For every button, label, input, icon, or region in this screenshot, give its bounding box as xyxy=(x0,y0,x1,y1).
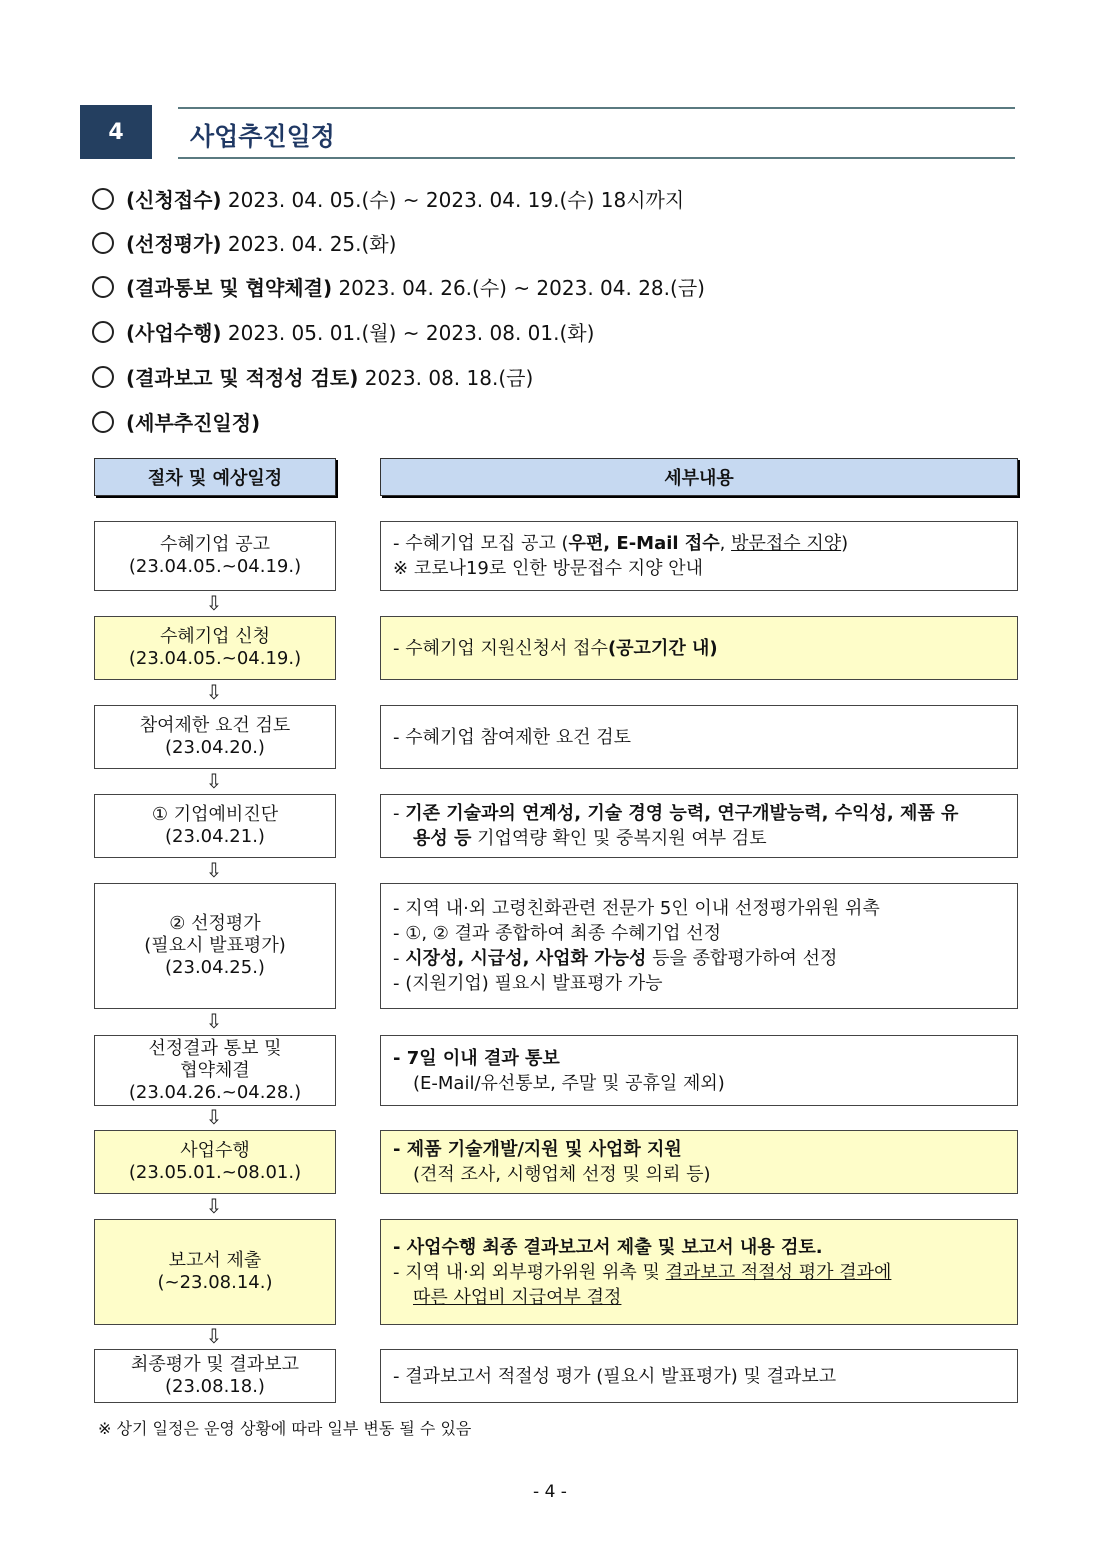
circle-bullet-icon xyxy=(92,188,114,210)
header-details: 세부내용 xyxy=(380,458,1018,496)
step-date: (23.08.18.) xyxy=(165,1376,265,1397)
schedule-label: (사업수행) xyxy=(126,321,222,345)
section-number: 4 xyxy=(80,105,152,159)
step-date: (23.04.05.~04.19.) xyxy=(128,648,302,669)
step-detail: - 사업수행 최종 결과보고서 제출 및 보고서 내용 검토. - 지역 내·외 외부평가위원 위촉 및 결과보고 적절성 평가 결과에 따른 사업비 지급여부 결정 xyxy=(380,1219,1018,1325)
step-box xyxy=(94,1349,336,1403)
step-detail: - 수혜기업 참여제한 요건 검토 xyxy=(380,705,1018,769)
section-title: 사업추진일정 xyxy=(190,122,335,151)
step-box xyxy=(94,794,336,858)
circle-bullet-icon xyxy=(92,366,114,388)
section-header xyxy=(80,105,1015,159)
page-number: - 4 - xyxy=(533,1482,567,1502)
step-box xyxy=(94,1035,336,1106)
step-box xyxy=(94,1219,336,1325)
step-detail: - 수혜기업 지원신청서 접수(공고기간 내) xyxy=(380,616,1018,680)
down-arrow-icon: ⇩ xyxy=(205,858,223,882)
schedule-item xyxy=(92,185,684,215)
step-name: ② 선정평가 xyxy=(169,913,261,934)
step-name: 수혜기업 신청 xyxy=(159,626,271,647)
step-date: (23.04.21.) xyxy=(165,826,265,847)
down-arrow-icon: ⇩ xyxy=(205,1194,223,1218)
header-procedure: 절차 및 예상일정 xyxy=(94,458,336,496)
step-box xyxy=(94,521,336,591)
schedule-text: 2023. 04. 25.(화) xyxy=(227,232,397,256)
schedule-item xyxy=(92,408,260,438)
circle-bullet-icon xyxy=(92,411,114,433)
step-date: (~23.08.14.) xyxy=(157,1272,273,1293)
schedule-text: 2023. 08. 18.(금) xyxy=(364,366,534,390)
step-date: (23.04.25.) xyxy=(165,957,265,978)
step-detail: - 지역 내·외 고령친화관련 전문가 5인 이내 선정평가위원 위촉 - ①, ② 결과 종합하여 최종 수혜기업 선정 - 시장성, 시급성, 사업화 가능성 등을 종합평가하여 선정 - (지원기업) 필요시 발표평가 가능 xyxy=(380,883,1018,1009)
down-arrow-icon: ⇩ xyxy=(205,680,223,704)
schedule-text: 2023. 05. 01.(월) ~ 2023. 08. 01.(화) xyxy=(227,321,595,345)
schedule-label: (결과통보 및 협약체결) xyxy=(126,276,333,300)
step-detail: - 제품 기술개발/지원 및 사업화 지원 (견적 조사, 시행업체 선정 및 의뢰 등) xyxy=(380,1130,1018,1194)
step-detail: - 기존 기술과의 연계성, 기술 경영 능력, 연구개발능력, 수익성, 제품 유 용성 등 기업역량 확인 및 중복지원 여부 검토 xyxy=(380,794,1018,858)
step-sub: 협약체결 xyxy=(180,1059,250,1081)
down-arrow-icon: ⇩ xyxy=(205,1105,223,1129)
schedule-label: (신청접수) xyxy=(126,188,222,212)
schedule-item xyxy=(92,318,594,348)
step-date: (23.05.01.~08.01.) xyxy=(128,1162,302,1183)
step-name: 선정결과 통보 및 xyxy=(148,1037,282,1059)
step-detail: - 7일 이내 결과 통보 (E-Mail/유선통보, 주말 및 공휴일 제외) xyxy=(380,1035,1018,1106)
schedule-item xyxy=(92,229,396,259)
step-name: 수혜기업 공고 xyxy=(159,534,271,555)
step-box xyxy=(94,616,336,680)
step-date: (23.04.20.) xyxy=(165,737,265,758)
step-date: (23.04.26.~04.28.) xyxy=(128,1081,302,1103)
step-name: 보고서 제출 xyxy=(168,1250,262,1271)
step-sub: (필요시 발표평가) xyxy=(144,935,286,956)
circle-bullet-icon xyxy=(92,276,114,298)
schedule-label: (결과보고 및 적정성 검토) xyxy=(126,366,359,390)
circle-bullet-icon xyxy=(92,321,114,343)
schedule-label: (선정평가) xyxy=(126,232,222,256)
section-title-box xyxy=(178,107,1015,159)
step-name: 사업수행 xyxy=(180,1140,250,1161)
step-box xyxy=(94,883,336,1009)
down-arrow-icon: ⇩ xyxy=(205,769,223,793)
step-name: 참여제한 요건 검토 xyxy=(139,715,291,736)
step-box xyxy=(94,705,336,769)
circle-bullet-icon xyxy=(92,232,114,254)
step-name: ① 기업예비진단 xyxy=(151,804,279,825)
schedule-text: 2023. 04. 05.(수) ~ 2023. 04. 19.(수) 18시까지 xyxy=(227,188,685,212)
step-box xyxy=(94,1130,336,1194)
step-detail: - 수혜기업 모집 공고 (우편, E-Mail 접수, 방문접수 지양) ※ 코로나19로 인한 방문접수 지양 안내 xyxy=(380,521,1018,591)
schedule-item xyxy=(92,273,705,303)
schedule-label: (세부추진일정) xyxy=(126,411,261,435)
step-detail: - 결과보고서 적절성 평가 (필요시 발표평가) 및 결과보고 xyxy=(380,1349,1018,1403)
down-arrow-icon: ⇩ xyxy=(205,1324,223,1348)
schedule-text: 2023. 04. 26.(수) ~ 2023. 04. 28.(금) xyxy=(338,276,705,300)
footnote: ※ 상기 일정은 운영 상황에 따라 일부 변동 될 수 있음 xyxy=(98,1419,472,1438)
down-arrow-icon: ⇩ xyxy=(205,1009,223,1033)
down-arrow-icon: ⇩ xyxy=(205,591,223,615)
step-name: 최종평가 및 결과보고 xyxy=(131,1354,299,1375)
schedule-item xyxy=(92,363,533,393)
step-date: (23.04.05.~04.19.) xyxy=(128,556,302,577)
